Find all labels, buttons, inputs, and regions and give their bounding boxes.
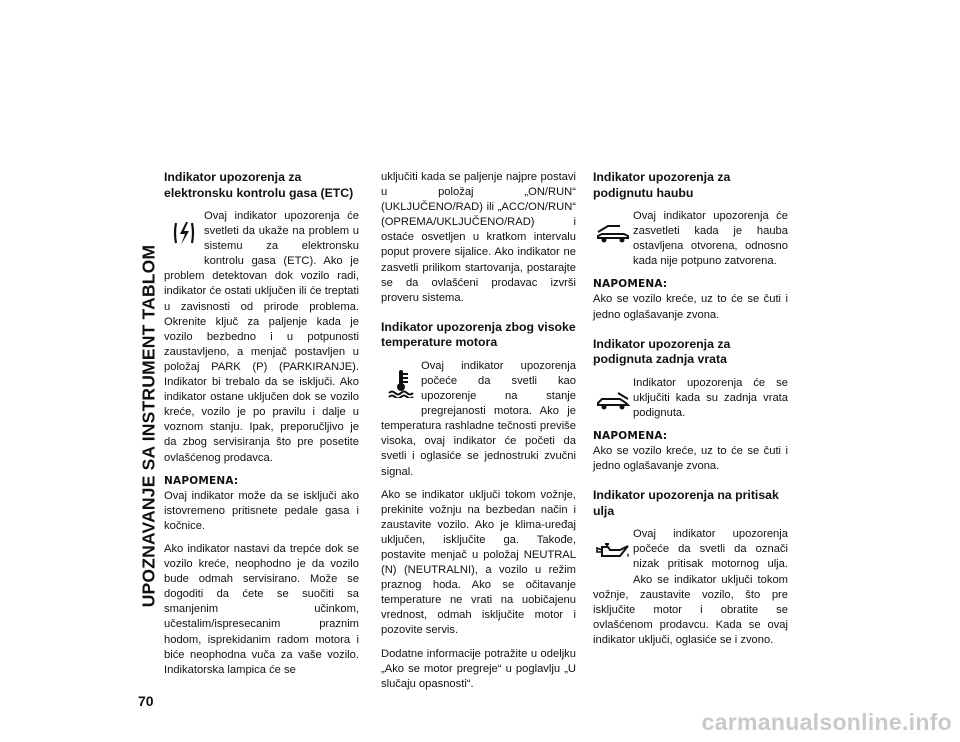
hood-open-icon bbox=[593, 211, 633, 255]
side-section-title bbox=[137, 171, 161, 681]
liftgate-note-text: Ako se vozilo kreće, uz to će se čuti i jedno oglašavanje zvona. bbox=[593, 445, 788, 473]
engine-temp-driving-paragraph: Ako se indikator uključi tokom vožnje, prekinite vožnju na bezbedan način i zaustavite vozilo. Ako je klima-uređaj uključen, isključite ga. Takođe, postavite menjač u položaj NEUTRAL (N) (NEUTRALNI), a vozilo u režim praznog hoda. Ako se očitavanje temperature ne vrati na uobičajenu vrednost, odmah isključite motor i pozovite servis. bbox=[381, 488, 576, 637]
liftgate-note bbox=[593, 429, 788, 474]
hood-note-label: NAPOMENA: bbox=[593, 278, 668, 291]
liftgate-description: Indikator upozorenja će se uključiti kada su zadnja vrata podignuta. bbox=[633, 376, 788, 419]
etc-note-text: Ovaj indikator može da se isključi ako istovremeno pritisnete pedale gasa i kočnice. bbox=[164, 489, 359, 532]
watermark: carmanualsonline.info bbox=[701, 709, 952, 735]
oil-pressure-indicator-block bbox=[593, 527, 788, 656]
column-1 bbox=[164, 170, 359, 686]
oil-pressure-icon bbox=[593, 529, 633, 573]
hood-description: Ovaj indikator upozorenja će zasvetleti kada je hauba ostavljena otvorena, odnosno kada nije potpuno zatvorena. bbox=[633, 210, 788, 268]
side-section-title-text: UPOZNAVANJE SA INSTRUMENT TABLOM bbox=[138, 244, 159, 608]
page-number: 70 bbox=[138, 693, 154, 709]
column-3 bbox=[593, 170, 788, 656]
column-2 bbox=[381, 170, 576, 700]
engine-temp-description: Ovaj indikator upozorenja počeće da svetli kao upozorenje na stanje pregrejanosti motora. Ako je temperatura rashladne tečnosti previše visoka, ovaj indikator će početi da svetli i oglasiće se jednostruki zvučni signal. bbox=[381, 359, 576, 478]
oil-pressure-heading: Indikator upozorenja na pritisak ulja bbox=[593, 488, 779, 518]
etc-description: Ovaj indikator upozorenja će svetleti da ukaže na problem u sistemu za elektronsku kontrolu gasa (ETC). Ako je problem detektovan dok vozilo radi, indikator će ostati uključen ili će treptati u zavisnosti od prirode problema. Okrenite ključ za paljenje kada je vozilo bezbedno i u potpunosti zaustavljeno, a menjač postavljen u položaj PARK (P) (PARKIRANJE). Indikator bi trebalo da se isključi. Ako indikator ostane uključen dok se vozilo kreće, vozilo je po pravilu i dalje u voznom stanju. Ipak, preporučljivo je da zbog servisiranja što pre posetite ovlašćenog prodavca. bbox=[164, 210, 359, 464]
etc-indicator-block bbox=[164, 209, 359, 474]
engine-temp-heading: Indikator upozorenja zbog visoke temperature motora bbox=[381, 319, 576, 350]
hood-note bbox=[593, 277, 788, 322]
hood-note-text: Ako se vozilo kreće, uz to će se čuti i jedno oglašavanje zvona. bbox=[593, 293, 788, 321]
liftgate-heading: Indikator upozorenja za podignuta zadnja vrata bbox=[593, 336, 731, 367]
hood-heading: Indikator upozorenja za podignutu haubu bbox=[593, 170, 731, 200]
etc-flashing-paragraph: Ako indikator nastavi da trepće dok se vozilo kreće, neophodno je da vozilo bude odmah servisirano. Može se dogoditi da ćete se suočiti sa smanjenim učinkom, učestalim/ispresecanim praznim hodom, isprekidanim radom motora i biće neophodna vuča za vaše vozilo. Indikatorska lampica će se bbox=[164, 542, 359, 676]
engine-temp-indicator-block bbox=[381, 359, 576, 488]
etc-note bbox=[164, 474, 359, 534]
engine-temp-reference: Dodatne informacije potražite u odeljku „Ako se motor pregreje“ u poglavlju „U slučaju opasnosti“. bbox=[381, 647, 576, 690]
liftgate-indicator-block bbox=[593, 376, 788, 429]
coolant-temperature-icon bbox=[381, 361, 421, 405]
etc-warning-icon bbox=[164, 211, 204, 255]
etc-heading: Indikator upozorenja za elektronsku kontrolu gasa (ETC) bbox=[164, 170, 354, 200]
etc-continuation: uključiti kada se paljenje najpre postavi u položaj „ON/RUN“ (UKLJUČENO/RAD) ili „ACC/ON/RUN“ (OPREMA/UKLJUČENO/RAD) i ostaće osvetljen u kratkom intervalu poput provere sijalice. Ako indikator ne zasvetli prilikom startovanja, postarajte se da ovlašćeni prodavac izvrši proveru sistema. bbox=[381, 171, 576, 304]
hood-indicator-block bbox=[593, 209, 788, 277]
etc-note-label: NAPOMENA: bbox=[164, 474, 239, 487]
liftgate-note-label: NAPOMENA: bbox=[593, 429, 668, 442]
oil-pressure-description: Ovaj indikator upozorenja počeće da svetli da označi nizak pritisak motornog ulja. Ako se indikator uključi tokom vožnje, zaustavite vozilo, što pre isključite motor i obratite se ovlašćenom prodavcu. Kada se ovaj indikator uključi, oglasiće se i zvono. bbox=[593, 528, 788, 646]
liftgate-open-icon bbox=[593, 378, 633, 422]
